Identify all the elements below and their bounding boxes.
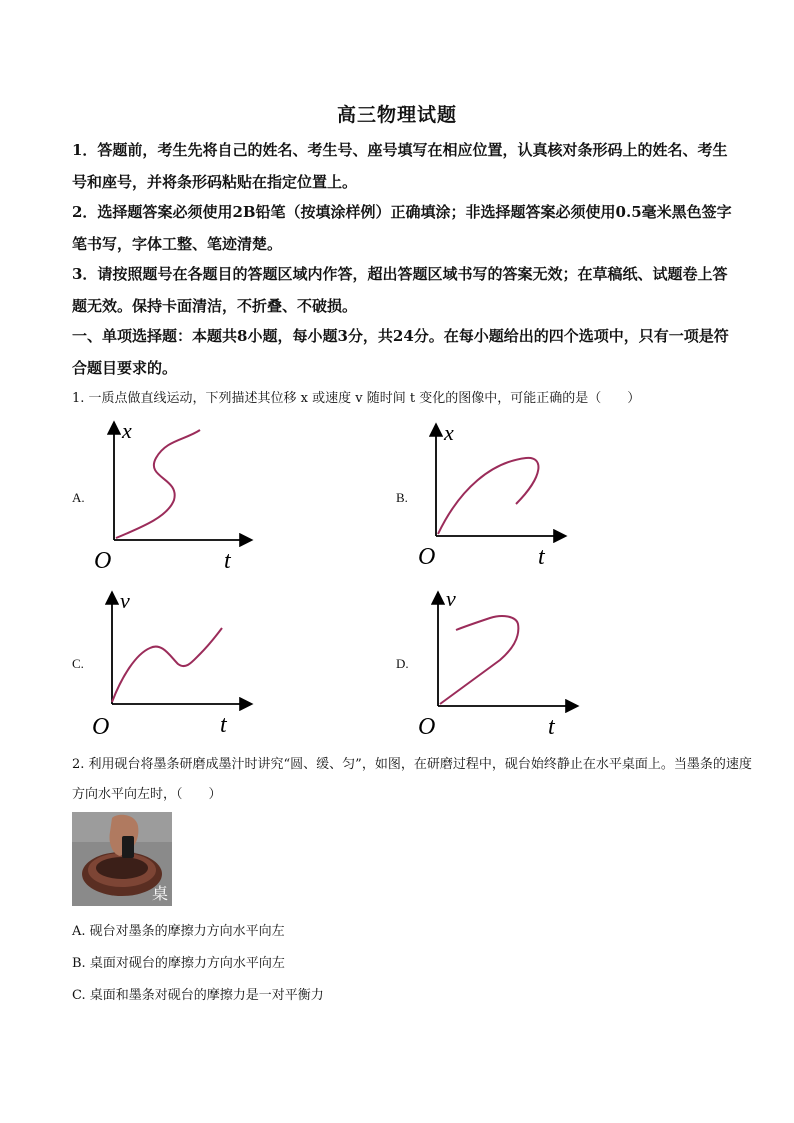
graph-b-x-label: t: [538, 544, 545, 570]
section-heading: 一、单项选择题：本题共8小题，每小题3分，共24分。在每小题给出的四个选项中，只有一项是符合题目要求的。: [72, 327, 729, 377]
graph-a-origin: O: [94, 548, 112, 574]
instruction-3: 3．请按照题号在各题目的答题区域内作答，超出答题区域书写的答案无效；在草稿纸、试题卷上答题无效。保持卡面清洁，不折叠、不破损。: [72, 265, 728, 315]
q2-option-b: B. 桌面对砚台的摩擦力方向水平向左: [72, 956, 285, 971]
instruction-1: 1．答题前，考生先将自己的姓名、考生号、座号填写在相应位置，认真核对条形码上的姓名、考生号和座号，并将条形码粘贴在指定位置上。: [72, 141, 728, 191]
graph-c-x-label: t: [220, 712, 227, 738]
graph-b-curve: [438, 458, 538, 534]
graph-b: [412, 418, 587, 578]
photo-label: 桌: [151, 884, 168, 903]
instruction-2: 2．选择题答案必须使用2B铅笔（按填涂样例）正确填涂；非选择题答案必须使用0.5毫米黑色签字笔书写，字体工整、笔迹清楚。: [72, 203, 732, 253]
graph-b-label: B.: [396, 490, 408, 505]
graph-d-origin: O: [418, 714, 436, 740]
graph-d-x-label: t: [548, 714, 555, 740]
graph-a: [90, 418, 265, 578]
graph-a-x-label: t: [224, 548, 231, 574]
graph-c-y-label: v: [120, 588, 130, 613]
graph-c-label: C.: [72, 656, 84, 671]
graph-b-origin: O: [418, 544, 436, 570]
q2-option-c: C. 桌面和墨条对砚台的摩擦力是一对平衡力: [72, 988, 324, 1003]
q2-option-a: A. 砚台对墨条的摩擦力方向水平向左: [72, 924, 285, 939]
graph-d-curve: [440, 616, 518, 704]
question-1-stem: 1. 一质点做直线运动，下列描述其位移 x 或速度 v 随时间 t 变化的图像中，可能正确的是（ ）: [72, 391, 641, 406]
graph-d: [414, 586, 589, 746]
graph-a-curve: [116, 430, 200, 538]
graph-a-y-label: x: [122, 418, 132, 443]
graph-b-y-label: x: [444, 420, 454, 445]
graph-a-label: A.: [72, 490, 85, 505]
inkstone-photo: [72, 812, 172, 906]
graph-c-curve: [112, 628, 222, 702]
graph-c: [90, 586, 265, 746]
graph-d-label: D.: [396, 656, 409, 671]
question-2-stem: 2. 利用砚台将墨条研磨成墨汁时讲究“圆、缓、匀”，如图，在研磨过程中，砚台始终静止在水平桌面上。当墨条的速度方向水平向左时，（ ）: [72, 757, 752, 802]
graph-d-y-label: v: [446, 586, 456, 611]
graph-c-origin: O: [92, 714, 110, 740]
page-title: 高三物理试题: [336, 104, 457, 126]
